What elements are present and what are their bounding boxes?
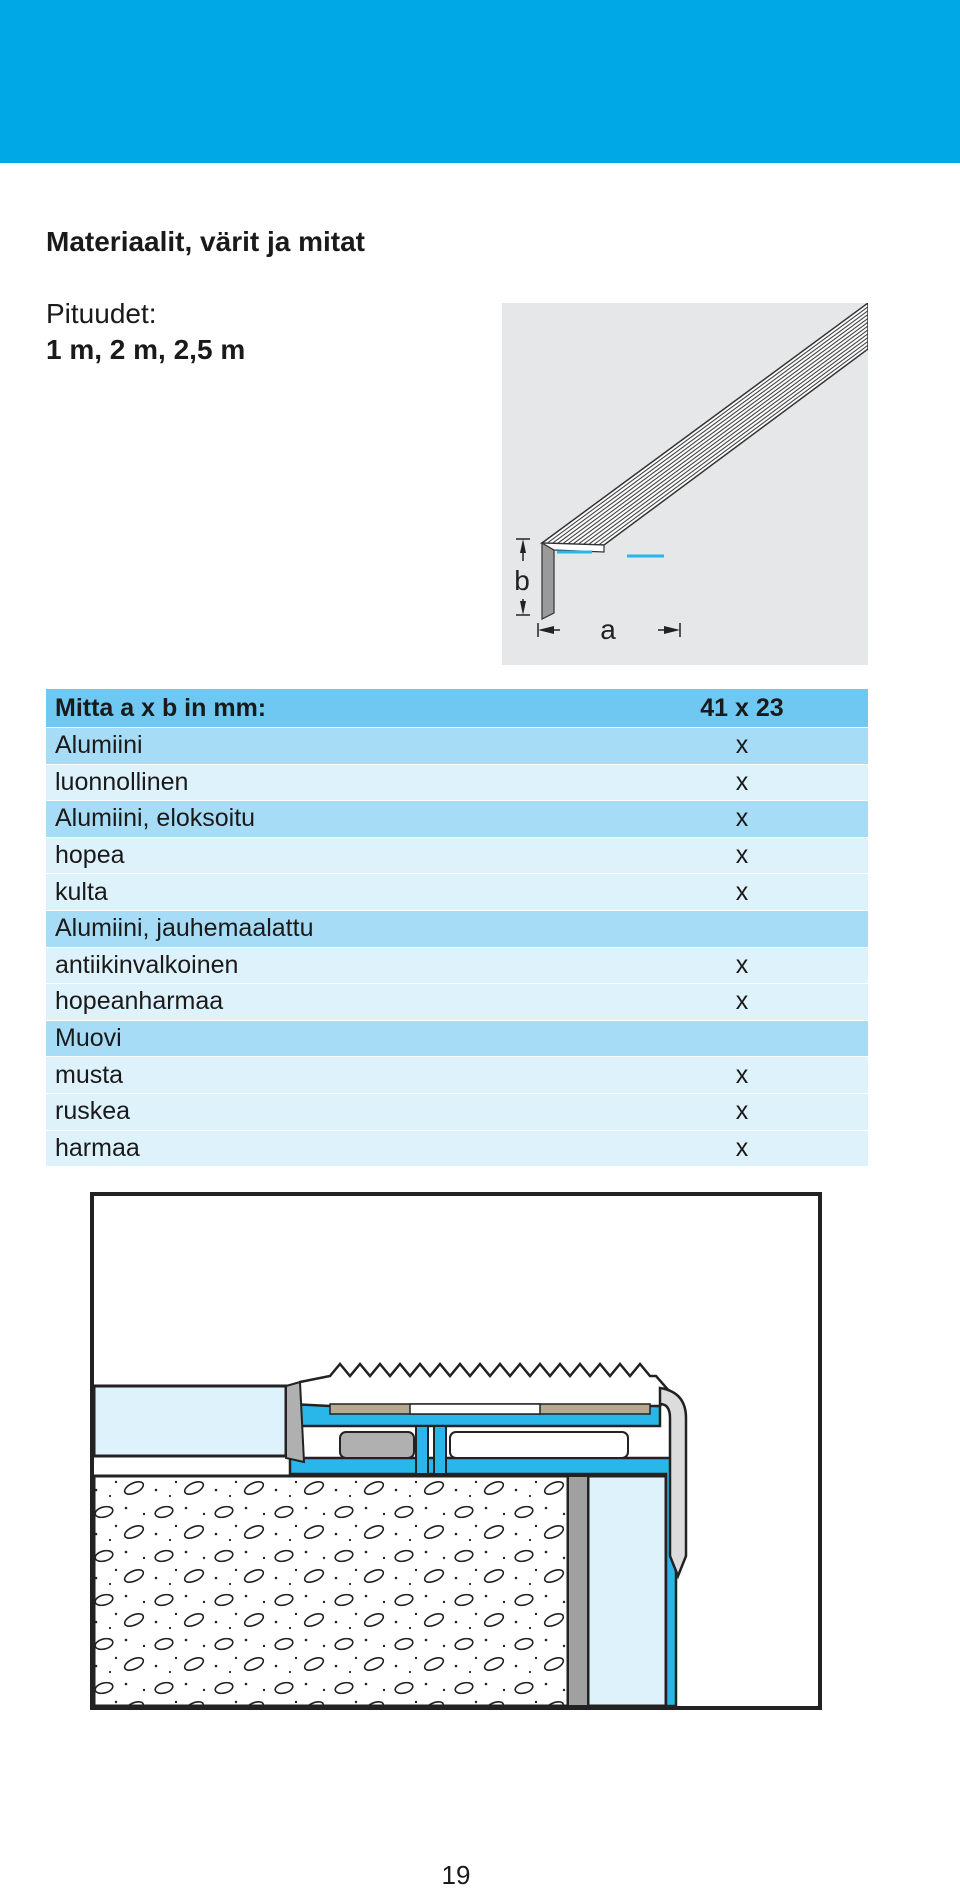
- row-label: antiikinvalkoinen: [46, 947, 642, 984]
- table-row: [46, 910, 868, 947]
- profile-drawing: [502, 303, 868, 665]
- row-label: hopeanharmaa: [46, 984, 642, 1021]
- row-label: musta: [46, 1057, 642, 1094]
- profile-channel-2: [450, 1432, 628, 1458]
- dimension-b-label: b: [514, 565, 530, 596]
- table-row: [46, 801, 868, 838]
- table-row: [46, 1093, 868, 1130]
- row-label: harmaa: [46, 1130, 642, 1167]
- profile-stem-2: [434, 1426, 446, 1474]
- row-label: hopea: [46, 837, 642, 874]
- table-row: [46, 728, 868, 765]
- row-value: x: [642, 764, 868, 801]
- table-row: [46, 1130, 868, 1167]
- tread-insert-gap: [410, 1404, 540, 1414]
- top-color-band: [0, 0, 960, 163]
- dimension-a-label: a: [600, 614, 616, 645]
- row-value: x: [642, 874, 868, 911]
- row-value: x: [642, 1130, 868, 1167]
- row-value: [642, 910, 868, 947]
- profile-vertical-leg: [542, 543, 554, 619]
- table-row: [46, 984, 868, 1021]
- row-label: Muovi: [46, 1020, 642, 1057]
- row-value: [642, 1020, 868, 1057]
- row-label: luonnollinen: [46, 764, 642, 801]
- row-label: kulta: [46, 874, 642, 911]
- table-header-row: [46, 689, 868, 728]
- row-value: x: [642, 728, 868, 765]
- row-value: x: [642, 984, 868, 1021]
- row-label: Alumiini, eloksoitu: [46, 801, 642, 838]
- section-title: Materiaalit, värit ja mitat: [46, 226, 366, 257]
- tile-joint: [286, 1382, 304, 1462]
- riser-panel: [588, 1476, 666, 1706]
- spec-table: [46, 689, 868, 1167]
- stair-cross-section-drawing: [90, 1192, 822, 1710]
- row-label: ruskea: [46, 1093, 642, 1130]
- table-row: [46, 1057, 868, 1094]
- page-number: 19: [441, 1860, 471, 1890]
- header-label: Mitta a x b in mm:: [46, 689, 642, 728]
- row-label: Alumiini: [46, 728, 642, 765]
- concrete-stair: [94, 1476, 568, 1706]
- lengths-value: 1 m, 2 m, 2,5 m: [46, 334, 246, 365]
- table-row: [46, 947, 868, 984]
- floor-tile: [94, 1386, 286, 1456]
- row-value: x: [642, 801, 868, 838]
- profile-stem-1: [416, 1426, 428, 1474]
- profile-channel-1: [340, 1432, 414, 1458]
- row-value: x: [642, 1093, 868, 1130]
- row-value: x: [642, 1057, 868, 1094]
- riser-gap: [568, 1476, 588, 1706]
- row-value: x: [642, 947, 868, 984]
- lengths-label: Pituudet:: [46, 298, 157, 329]
- table-row: [46, 837, 868, 874]
- table-row: [46, 1020, 868, 1057]
- table-row: [46, 764, 868, 801]
- header-value: 41 x 23: [642, 689, 868, 728]
- row-value: x: [642, 837, 868, 874]
- row-label: Alumiini, jauhemaalattu: [46, 910, 642, 947]
- table-row: [46, 874, 868, 911]
